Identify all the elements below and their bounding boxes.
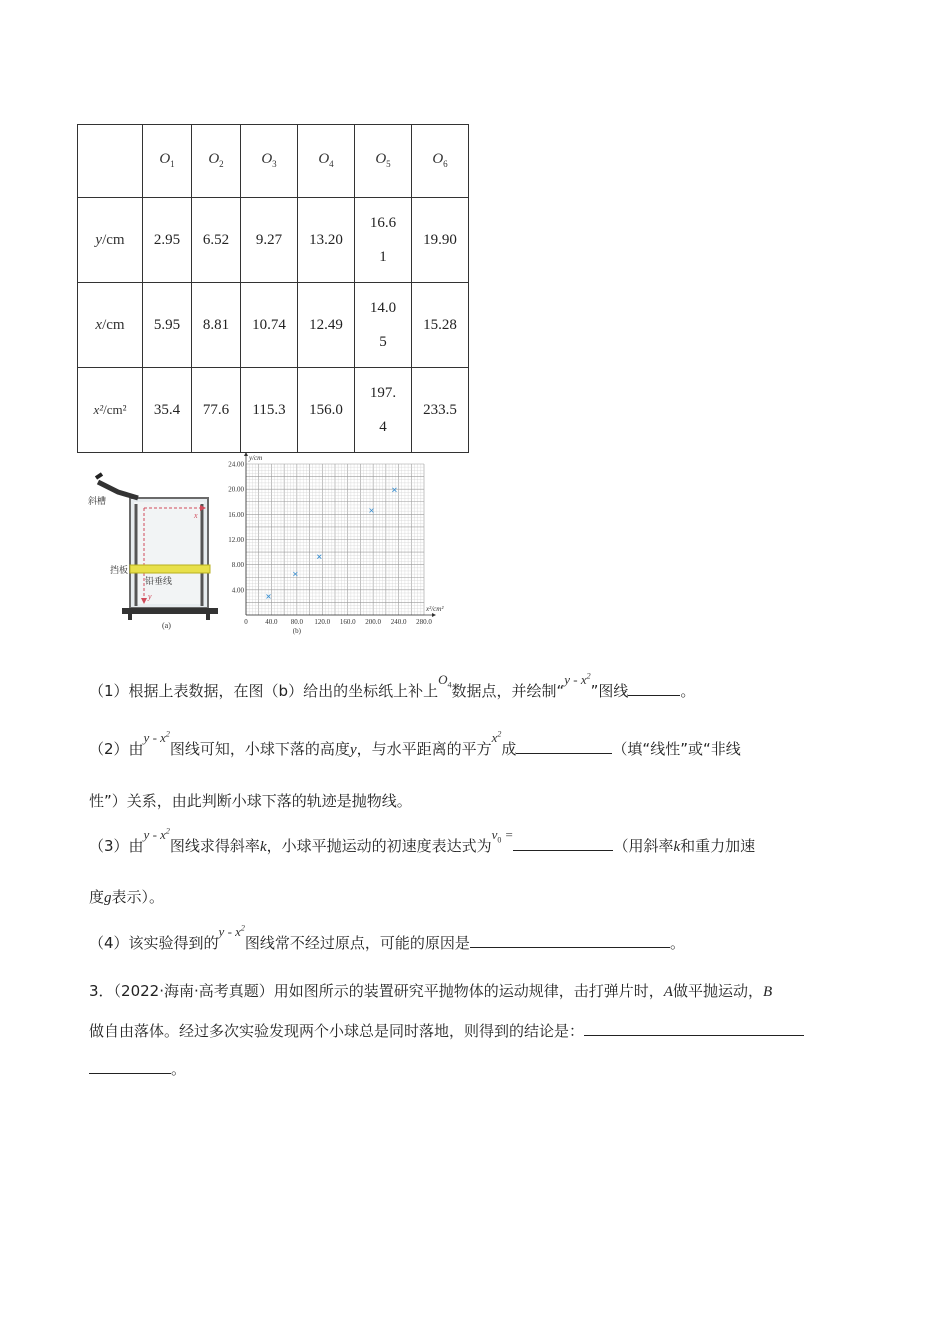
row-label-x: x/cm	[95, 317, 125, 333]
cell-x2-2: 77.6	[202, 402, 230, 418]
cell-y-3: 9.27	[255, 232, 283, 248]
chart-points	[267, 488, 397, 599]
chart-caption: (b)	[292, 627, 301, 635]
x-tick-label: 240.0	[390, 618, 407, 626]
header-O6: $O_6$	[432, 150, 448, 169]
y-axis-label: y/cm	[249, 454, 263, 462]
x-tick-label: 280.0	[416, 618, 432, 626]
cell-x-2: 8.81	[202, 317, 230, 333]
cell-y-6: 19.90	[423, 232, 457, 248]
label-y: y	[148, 592, 152, 601]
problem-3: 3．（2022·海南·高考真题）用如图所示的装置研究平抛物体的运动规律，击打弹片时，A做平抛运动，B	[89, 982, 773, 1000]
answer-blank-5b[interactable]	[89, 1059, 171, 1074]
question-4: （4）该实验得到的y - $x^2$图线常不经过原点，可能的原因是 。	[89, 923, 685, 952]
y-tick-label: 4.00	[231, 586, 244, 595]
label-plumb: 铅垂线	[145, 577, 173, 587]
cell-x2-1: 35.4	[153, 402, 181, 418]
cell-x2-4: 156.0	[309, 402, 343, 418]
problem-3-cont-2: 。	[89, 1058, 186, 1079]
x-tick-label: 200.0	[365, 618, 382, 626]
x-tick-label: 80.0	[290, 618, 303, 626]
baffle-shape	[130, 565, 210, 573]
math-x2: $x^2$	[491, 729, 502, 745]
label-baffle: 挡板	[110, 566, 129, 576]
chart-labels	[228, 454, 444, 635]
math-v0: $v_0$ =	[491, 827, 514, 845]
row-label-x2: x²/cm²	[93, 402, 127, 417]
caption-a: (a)	[162, 621, 171, 630]
cell-x-1: 5.95	[153, 317, 181, 333]
math-y-x2: y - $x^2$	[564, 671, 591, 687]
x-tick-label: 40.0	[265, 618, 278, 626]
data-table	[77, 124, 469, 453]
header-O5: $O_5$	[375, 150, 391, 169]
table-row-y	[78, 198, 469, 283]
question-2: （2）由y - $x^2$图线可知，小球下落的高度y，与水平距离的平方$x^2$成 （填“线性”或“非线	[89, 729, 741, 758]
header-O2: $O_2$	[208, 150, 224, 169]
x-tick-label: 0	[244, 618, 248, 626]
math-y-x2: y - $x^2$	[143, 826, 170, 842]
apparatus-figure	[88, 470, 220, 630]
y-tick-label: 8.00	[231, 561, 244, 570]
math-y-x2: y - $x^2$	[143, 729, 170, 745]
grid-paper	[246, 464, 424, 615]
row-label-y: y/cm	[95, 232, 125, 248]
table-row-x2	[78, 368, 469, 453]
cell-y-2: 6.52	[202, 232, 230, 248]
cell-x2-5: 197.4	[369, 385, 397, 435]
cell-y-4: 13.20	[309, 232, 343, 248]
y-tick-label: 20.00	[228, 485, 244, 494]
y-tick-label: 16.00	[228, 510, 244, 519]
cell-y-1: 2.95	[153, 232, 181, 248]
header-O1: $O_1$	[159, 150, 175, 169]
label-chute: 斜槽	[88, 497, 107, 507]
x-axis-label: x²/cm²	[426, 605, 444, 613]
problem-3-cont: 做自由落体。经过多次实验发现两个小球总是同时落地，则得到的结论是：	[89, 1020, 804, 1041]
header-O3: $O_3$	[261, 150, 277, 169]
data-point-5	[392, 488, 396, 492]
y-tick-label: 12.00	[228, 536, 244, 544]
answer-blank-4[interactable]	[470, 933, 670, 948]
answer-blank-1[interactable]	[628, 681, 680, 696]
y-tick-label: 24.00	[228, 460, 244, 469]
x-tick-label: 120.0	[314, 618, 331, 626]
answer-blank-2[interactable]	[516, 739, 612, 754]
cell-x2-3: 115.3	[252, 402, 286, 418]
y-axis-arrow	[244, 452, 248, 456]
scatter-chart	[222, 452, 452, 636]
table-corner-cell	[78, 125, 143, 198]
x-axis-arrow	[432, 613, 436, 617]
math-O4: $O_4$	[438, 672, 452, 690]
answer-blank-3[interactable]	[513, 836, 613, 851]
table-header-row	[78, 125, 469, 198]
label-x: x	[194, 511, 198, 520]
data-point-1	[267, 594, 271, 598]
cell-x2-6: 233.5	[423, 402, 457, 418]
cell-x-5: 14.05	[369, 300, 397, 350]
cell-x-4: 12.49	[309, 317, 343, 333]
header-O4: $O_4$	[318, 150, 334, 169]
math-y-x2: y - $x^2$	[218, 923, 245, 939]
question-2-cont: 性”）关系，由此判断小球下落的轨迹是抛物线。	[89, 792, 412, 810]
question-3-cont: 度g表示）。	[89, 888, 165, 906]
table-row-x	[78, 283, 469, 368]
cell-y-5: 16.61	[369, 215, 397, 265]
question-1: （1）根据上表数据，在图（b）给出的坐标纸上补上$O_4$数据点，并绘制“y - $x^2$”图线 。	[89, 671, 696, 700]
question-3: （3）由y - $x^2$图线求得斜率k，小球平抛运动的初速度表达式为$v_0$ =（用斜率k和重力加速	[89, 826, 756, 855]
answer-blank-5[interactable]	[584, 1021, 804, 1036]
cell-x-6: 15.28	[423, 317, 457, 333]
x-tick-label: 160.0	[339, 618, 356, 626]
cell-x-3: 10.74	[252, 317, 286, 333]
